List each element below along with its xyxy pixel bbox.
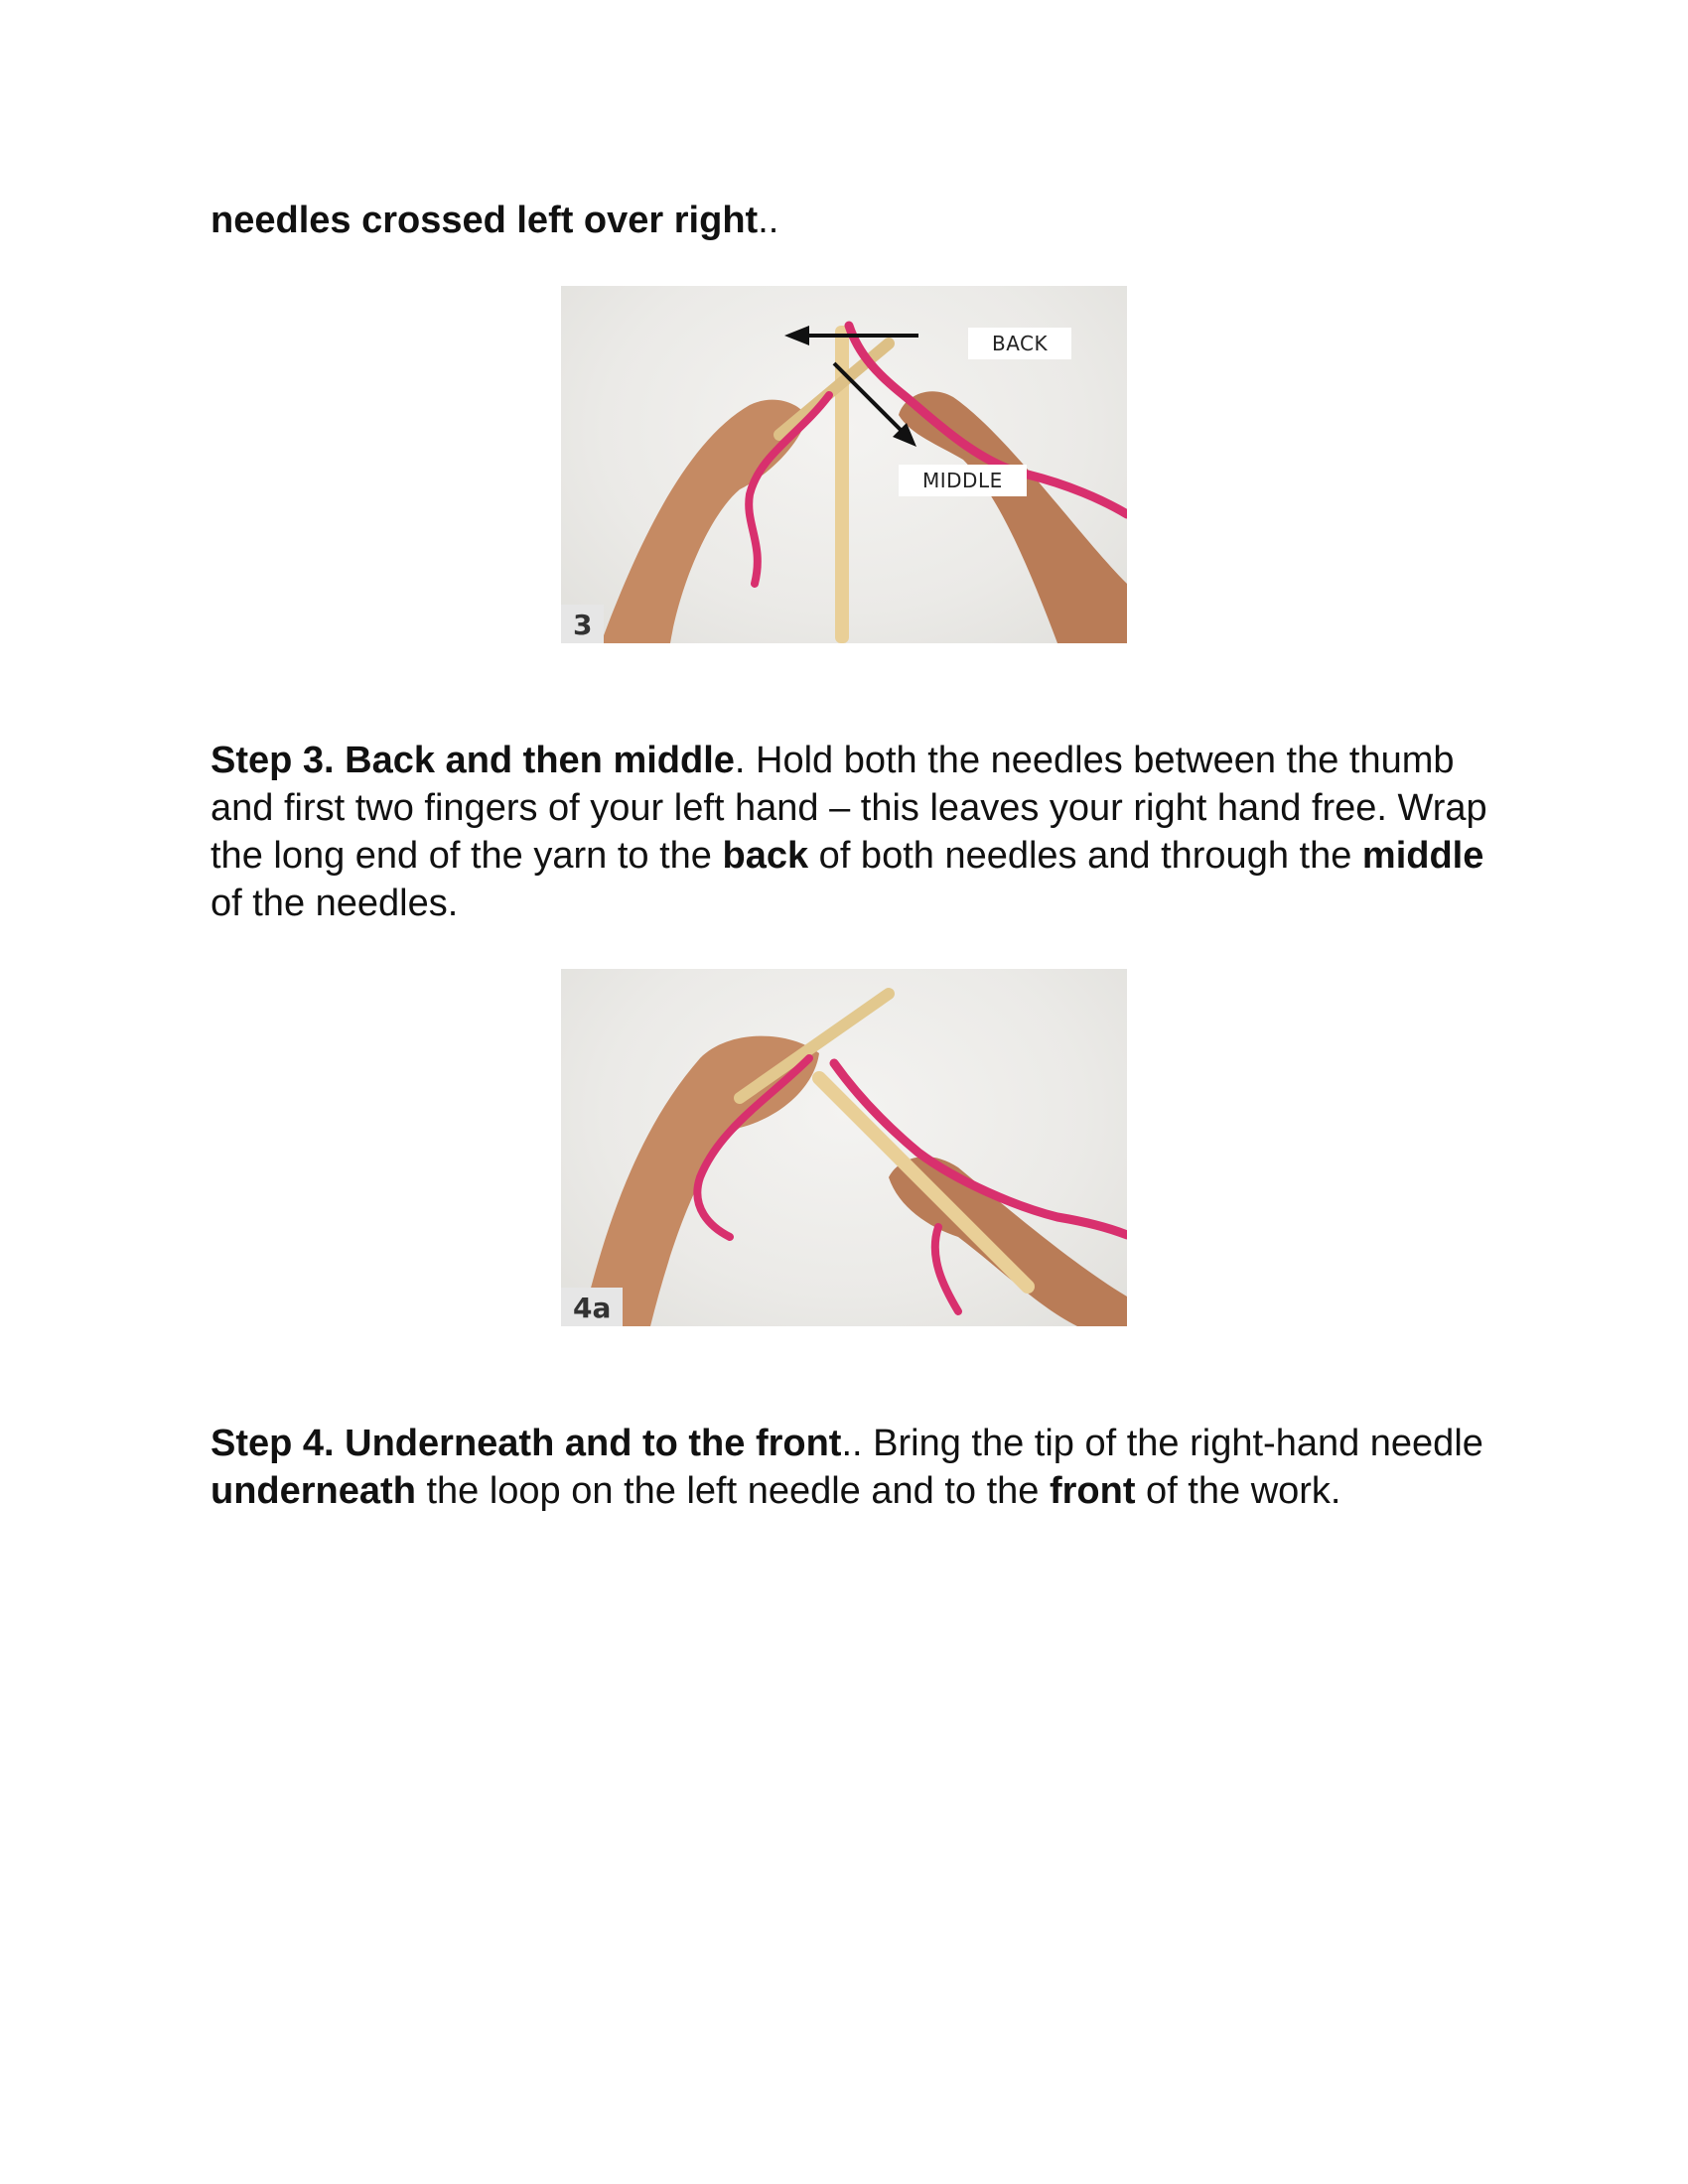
step3-text: of the needles. bbox=[211, 883, 459, 924]
right-needle bbox=[819, 1078, 1028, 1287]
step4-bold-underneath: underneath bbox=[211, 1470, 416, 1512]
step3-bold-middle: middle bbox=[1361, 835, 1484, 877]
back-arrow-head bbox=[784, 326, 809, 345]
step3-photo bbox=[561, 286, 1127, 643]
step-number-badge: 4a bbox=[561, 1288, 623, 1326]
intro-rest-text: .. bbox=[758, 200, 779, 241]
step3-text: of both needles and through the bbox=[808, 835, 1362, 877]
middle-callout: MIDDLE bbox=[899, 465, 1027, 496]
step4-title: Step 4. Underneath and to the front bbox=[211, 1423, 842, 1464]
step-number-badge: 3 bbox=[561, 605, 604, 643]
step4a-photo bbox=[561, 969, 1127, 1326]
right-hand bbox=[899, 391, 1127, 643]
right-needle bbox=[779, 343, 889, 435]
step3-text: . Hold both the needles between the thumb and first two fingers of your left hand – this leaves your right hand free. Wrap the long end of the yarn to the bbox=[211, 740, 1487, 877]
step3-title: Step 3. Back and then middle bbox=[211, 740, 735, 781]
step4-text: .. Bring the tip of the right-hand needle bbox=[841, 1423, 1483, 1464]
hands-needles-illustration bbox=[561, 969, 1127, 1326]
intro-bold-text: needles crossed left over right bbox=[211, 200, 759, 241]
step4-bold-front: front bbox=[1049, 1470, 1136, 1512]
step4-text: of the work. bbox=[1135, 1470, 1341, 1512]
intro-line bbox=[211, 197, 1501, 244]
yarn-loop bbox=[935, 1227, 958, 1311]
step3-paragraph bbox=[211, 737, 1501, 927]
step4-paragraph bbox=[211, 1420, 1501, 1515]
step3-bold-back: back bbox=[722, 835, 809, 877]
step4-text: the loop on the left needle and to the bbox=[415, 1470, 1050, 1512]
back-callout: BACK bbox=[968, 328, 1071, 359]
